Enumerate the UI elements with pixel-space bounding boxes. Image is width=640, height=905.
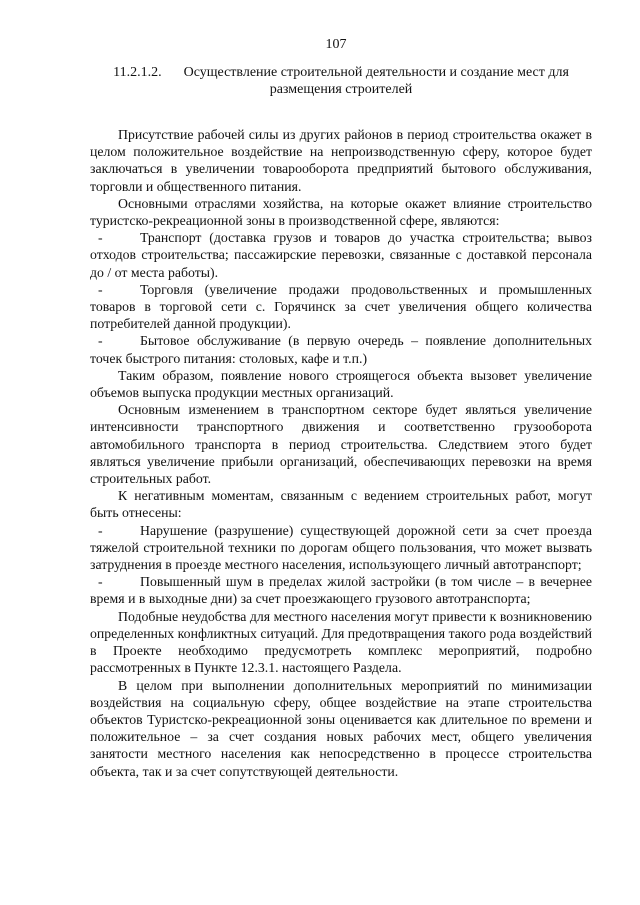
bullet-item [90,281,592,333]
bullet-marker: - [98,522,103,538]
section-heading [90,64,592,98]
paragraph: Подобные неудобства для местного населения могут привести к возникновению определенных конфликтных ситуаций. Для предотвращения такого рода воздействий в Проекте необходимо предусмотреть комплекс мероприятий, подробно рассмотренных в Пункте 12.3.1. настоящего Раздела. [90,608,592,676]
paragraph: Основными отраслями хозяйства, на которые окажет влияние строительство туристско-рекреационной зоны в производственной сфере, являются: [90,195,592,229]
section-title: Осуществление строительной деятельности и создание мест для размещения строителей [183,65,569,97]
bullet-marker: - [98,333,103,349]
paragraph: К негативным моментам, связанным с ведением строительных работ, могут быть отнесены: [90,488,592,521]
section-number: 11.2.1.2. [113,65,162,80]
paragraph: Таким образом, появление нового строящегося объекта вызовет увеличение объемов выпуска продукции местных организаций. [90,367,592,401]
bullet-text: Повышенный шум в пределах жилой застройки (в том числе – в вечернее время и в выходные дни) за счет проезжающего грузового автотранспорта; [90,574,592,607]
paragraph: В целом при выполнении дополнительных мероприятий по минимизации воздействия на социальную сферу, общее воздействие на этапе строительства объектов Туристско-рекреационной зоны оценивается как длительное по времени и положительное – за счет создания новых рабочих мест, общего увеличения занятости местного населения как непосредственно в процессе строительства объекта, так и за счет сопутствующей деятельности. [90,677,592,779]
bullet-marker: - [98,574,103,590]
bullet-item [90,229,592,281]
bullet-marker: - [98,281,103,297]
bullet-marker: - [98,230,103,246]
bullet-text: Бытовое обслуживание (в первую очередь – появление дополнительных точек быстрого питания: столовых, кафе и т.п.) [90,333,592,366]
bullet-text: Торговля (увеличение продажи продовольственных и промышленных товаров в торговой сети с. Горячинск за счет увеличения общего количества потребителей данной продукции). [90,281,592,332]
page-number: 107 [325,37,347,52]
bullet-text: Транспорт (доставка грузов и товаров до участка строительства; вывоз отходов строительства; пассажирские перевозки, связанные с доставкой персонала до / от места работы). [90,230,592,280]
bullet-item [90,573,592,607]
paragraph: Присутствие рабочей силы из других районов в период строительства окажет в целом положительное воздействие на непроизводственную сферу, которое будет заключаться в увеличении товарооборота предприятий бытового обслуживания, торговли и общественного питания. [90,127,592,194]
bullet-item [90,332,592,366]
bullet-text: Нарушение (разрушение) существующей дорожной сети за счет проезда тяжелой строительной техники по дорогам общего пользования, что может вызвать затруднения в проезде местного населения, использующего личный автотранспорт; [90,522,592,573]
paragraph: Основным изменением в транспортном секторе будет являться увеличение интенсивности транспортного движения и соответственно грузооборота автомобильного транспорта в период строительства. Следствием этого будет являться увеличение прибыли организаций, обеспечивающих перевозки на время строительных работ. [90,402,592,487]
document-body [90,126,592,780]
bullet-item [90,522,592,574]
